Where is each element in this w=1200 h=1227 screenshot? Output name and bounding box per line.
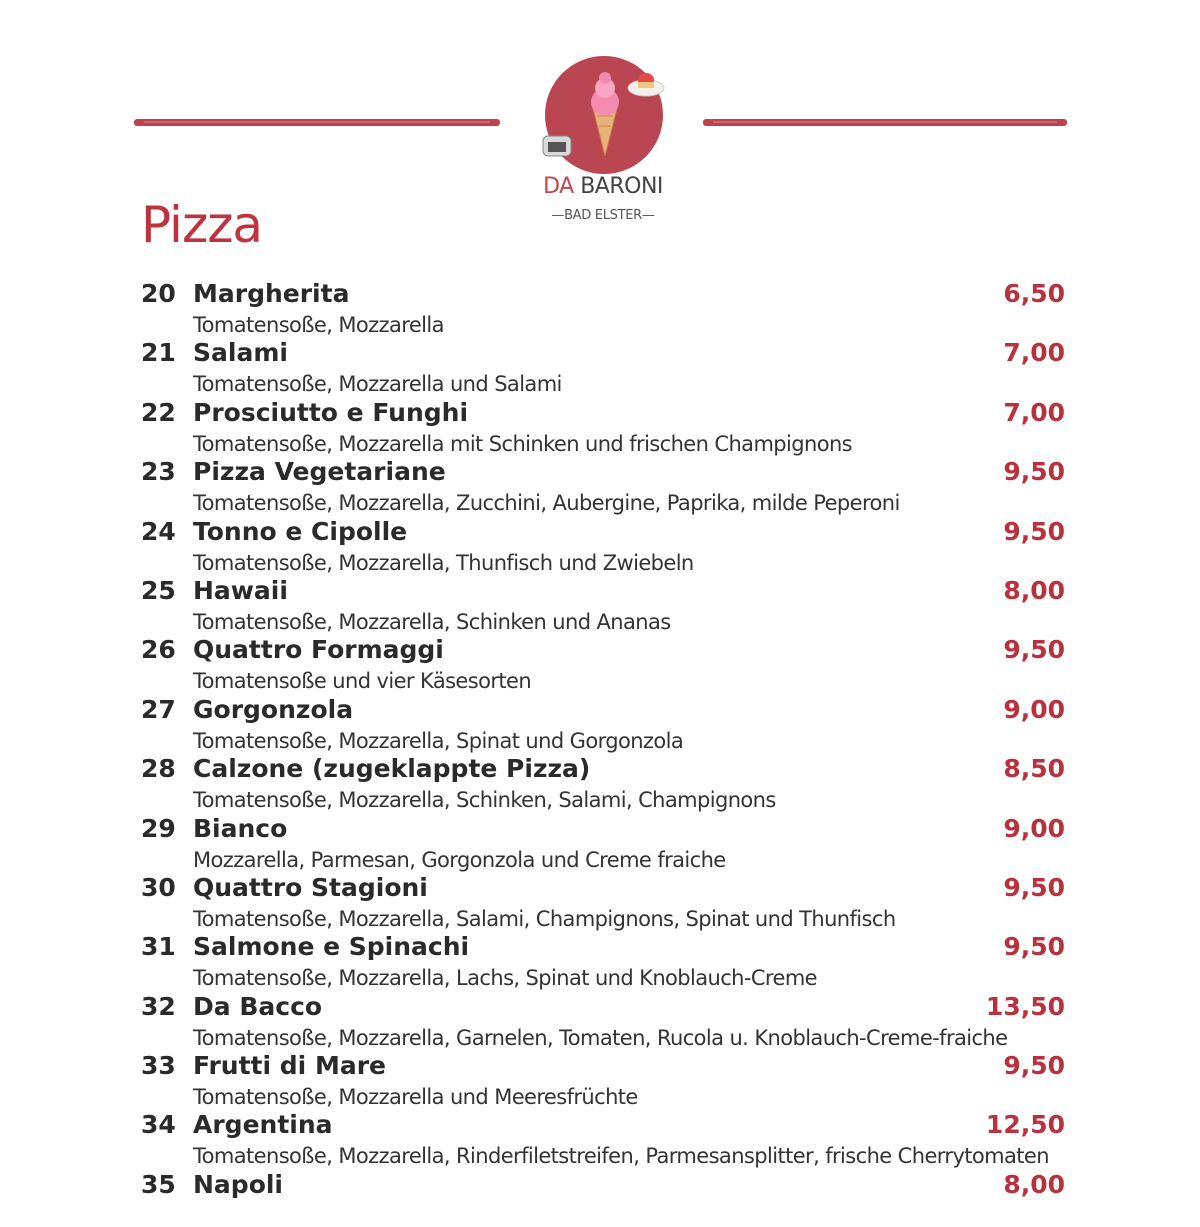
menu-item-name: Pizza Vegetariane xyxy=(193,457,446,487)
menu-list xyxy=(141,277,1067,1227)
menu-item-number: 21 xyxy=(141,338,176,368)
brand-location: BAD ELSTER xyxy=(564,208,642,223)
menu-item-name: Gorgonzola xyxy=(193,694,354,724)
menu-item-name: Prosciutto e Funghi xyxy=(193,397,469,427)
menu-item-number: 24 xyxy=(141,516,176,546)
menu-item-price: 9,50 xyxy=(1003,1051,1065,1081)
menu-item xyxy=(141,871,1067,930)
menu-item-number: 29 xyxy=(141,813,176,843)
menu-item-description: Tomatensoße, Mozzarella, Rinderfiletstreifen, Parmesansplitter, frische Cherrytomaten xyxy=(193,1144,1049,1169)
menu-item-price: 6,50 xyxy=(1003,279,1065,308)
menu-item xyxy=(141,752,1067,811)
menu-item-name: Tonno e Cipolle xyxy=(193,516,408,546)
menu-item xyxy=(141,396,1067,455)
menu-item xyxy=(141,515,1067,574)
menu-item-price: 7,00 xyxy=(1003,338,1065,368)
brand-name xyxy=(530,174,676,199)
menu-item-number: 27 xyxy=(141,694,176,724)
menu-item-description: Tomatensoße, Mozzarella, Schinken, Salami, Champignons xyxy=(193,788,776,813)
menu-item-number: 30 xyxy=(141,872,176,902)
brand-da: DA xyxy=(543,174,574,199)
menu-item-description: Tomatensoße, Mozzarella, Schinken und Ananas xyxy=(193,609,671,634)
menu-item-description: Tomatensoße, Mozzarella xyxy=(193,313,444,337)
menu-item-number: 31 xyxy=(141,932,176,962)
menu-item-description: Tomatensoße, Mozzarella, Lachs, Spinat und Knoblauch-Creme xyxy=(193,966,818,991)
menu-item-name: Bianco xyxy=(193,813,288,843)
brand-baroni: BARONI xyxy=(580,174,663,199)
menu-item-number: 25 xyxy=(141,575,176,605)
menu-item xyxy=(141,1168,1067,1227)
menu-item-description: Tomatensoße, Mozzarella, Thunfisch und Zwiebeln xyxy=(193,550,694,575)
menu-item-number: 32 xyxy=(141,991,176,1021)
menu-item-name: Frutti di Mare xyxy=(193,1051,386,1081)
menu-item-price: 9,50 xyxy=(1003,457,1065,487)
menu-item-price: 9,50 xyxy=(1003,872,1065,902)
menu-item-description: Tomatensoße, Mozzarella, Garnelen, Tomaten, Rucola u. Knoblauch-Creme-fraiche xyxy=(193,1025,1008,1050)
menu-item-description: Tomatensoße, Mozzarella und Meeresfrüchte xyxy=(193,1085,638,1110)
menu-item-number: 20 xyxy=(141,279,176,308)
menu-item-name: Salami xyxy=(193,338,288,368)
menu-item-number: 23 xyxy=(141,457,176,487)
menu-item-price: 9,00 xyxy=(1003,813,1065,843)
menu-item-name: Argentina xyxy=(193,1110,333,1140)
menu-item-price: 8,00 xyxy=(1003,1169,1065,1199)
menu-item-name: Da Bacco xyxy=(193,991,323,1021)
menu-item xyxy=(141,693,1067,752)
menu-item-description: Mozzarella, Parmesan, Gorgonzola und Creme fraiche xyxy=(193,847,726,872)
menu-item xyxy=(141,574,1067,633)
menu-item-description: Tomatensoße, Mozzarella und Salami xyxy=(193,372,562,397)
menu-item xyxy=(141,455,1067,514)
menu-item-name: Salmone e Spinachi xyxy=(193,932,470,962)
dessert-plate-icon xyxy=(626,64,666,98)
menu-item-description: Tomatensoße, Mozzarella, Spinat und Gorgonzola xyxy=(193,728,684,753)
menu-item-name: Calzone (zugeklappte Pizza) xyxy=(193,754,591,784)
menu-item-number: 33 xyxy=(141,1051,176,1081)
menu-item-name: Margherita xyxy=(193,279,350,308)
menu-item-price: 7,00 xyxy=(1003,397,1065,427)
menu-item xyxy=(141,277,1067,336)
menu-item-number: 34 xyxy=(141,1110,176,1140)
decorative-brush-stroke-right xyxy=(703,119,1067,126)
menu-item xyxy=(141,812,1067,871)
menu-item-description: Tomatensoße, Mozzarella mit Schinken und frischen Champignons xyxy=(193,431,853,456)
menu-item-description: Tomatensoße und vier Käsesorten xyxy=(193,669,532,694)
pizza-oven-icon xyxy=(540,130,576,162)
menu-item-number: 35 xyxy=(141,1169,176,1199)
menu-item-price: 8,00 xyxy=(1003,575,1065,605)
menu-item-name: Napoli xyxy=(193,1169,284,1199)
menu-item xyxy=(141,1108,1067,1167)
menu-item-number: 22 xyxy=(141,397,176,427)
menu-item xyxy=(141,930,1067,989)
menu-item xyxy=(141,336,1067,395)
menu-item-price: 9,50 xyxy=(1003,635,1065,665)
menu-item xyxy=(141,1049,1067,1108)
menu-item-name: Quattro Formaggi xyxy=(193,635,444,665)
menu-item-price: 9,50 xyxy=(1003,516,1065,546)
decorative-brush-stroke-left xyxy=(134,119,500,126)
menu-item-number: 28 xyxy=(141,754,176,784)
menu-item xyxy=(141,990,1067,1049)
menu-item-number: 26 xyxy=(141,635,176,665)
menu-item-price: 13,50 xyxy=(985,991,1065,1021)
menu-item-price: 9,00 xyxy=(1003,694,1065,724)
menu-item-description: Tomatensoße, Mozzarella, Zucchini, Aubergine, Paprika, milde Peperoni xyxy=(193,491,900,516)
menu-item-description: Tomatensoße, Mozzarella, Salami, Champignons, Spinat und Thunfisch xyxy=(193,906,896,931)
menu-item-price: 9,50 xyxy=(1003,932,1065,962)
menu-item-name: Hawaii xyxy=(193,575,288,605)
menu-item xyxy=(141,633,1067,692)
menu-item-name: Quattro Stagioni xyxy=(193,872,428,902)
brand-subtitle: —BAD ELSTER— xyxy=(551,208,655,223)
menu-item-price: 12,50 xyxy=(985,1110,1065,1140)
section-title: Pizza xyxy=(141,196,263,254)
menu-item-price: 8,50 xyxy=(1003,754,1065,784)
